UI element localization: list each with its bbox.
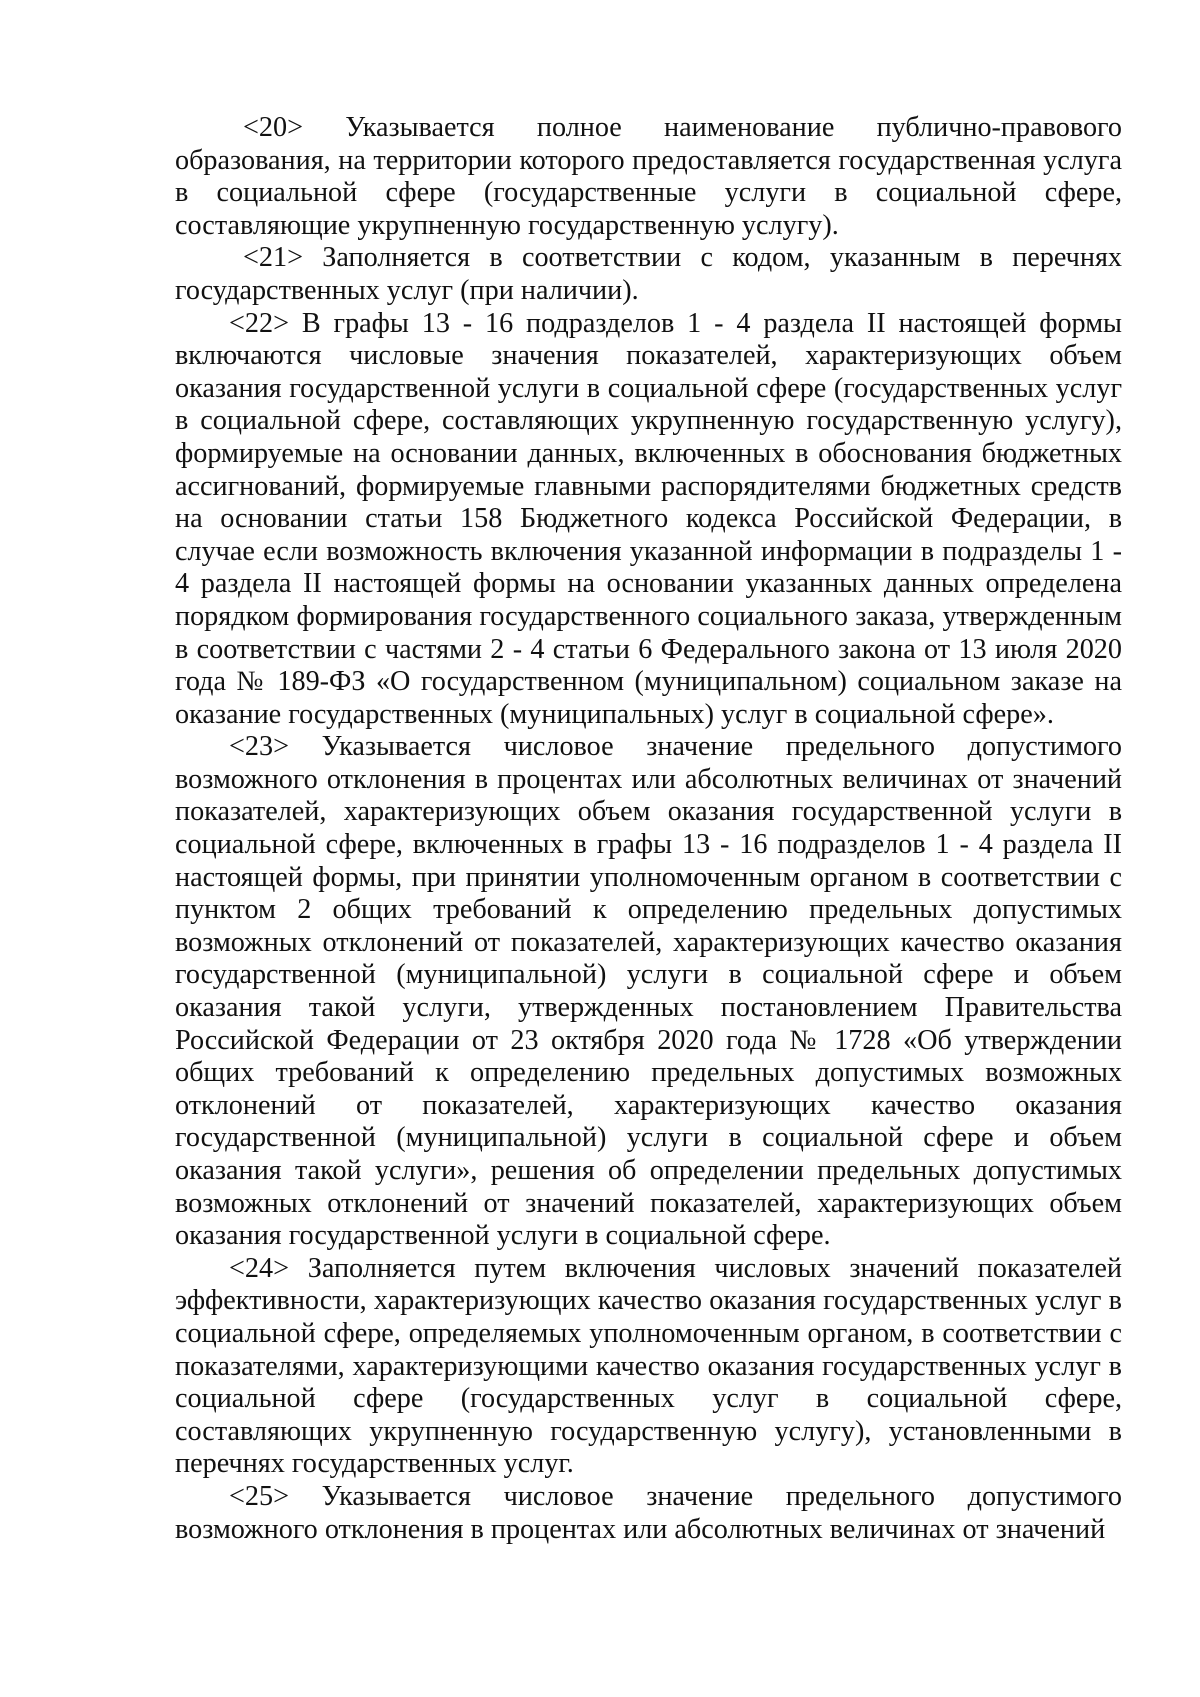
footnote-text: Указывается числовое значение предельного допустимого возможного отклонения в процентах или абсолютных величинах от значений показателей, характеризующих объем оказания государственной услуги в социальной сфере, включенных в графы 13 - 16 подразделов 1 - 4 раздела II настоящей формы, при принятии уполномоченным органом в соответствии с пунктом 2 общих требований к определению предельных допустимых возможных отклонений от показателей, характеризующих качество оказания государственной (муниципальной) услуги в социальной сфере и объем оказания такой услуги, утвержденных постановлением Правительства Российской Федерации от 23 октября 2020 года № 1728 «Об утверждении общих требований к определению предельных допустимых возможных отклонений от показателей, характеризующих качество оказания государственной (муниципальной) услуги в социальной сфере и объем оказания такой услуги», решения об определении предельных допустимых возможных отклонений от значений показателей, характеризующих объем оказания государственной услуги в социальной сфере.: [175, 731, 1123, 1252]
footnote-marker: <21>: [243, 242, 303, 274]
footnote-marker: <20>: [243, 112, 303, 143]
footnote-24: [175, 1253, 1122, 1481]
footnote-21: [175, 242, 1122, 307]
footnote-marker: <24>: [229, 1252, 289, 1284]
footnote-22: [175, 308, 1122, 732]
footnote-marker: <22>: [229, 307, 289, 339]
footnote-text: Указывается числовое значение предельного допустимого возможного отклонения в процентах или абсолютных величинах от значений: [175, 1480, 1123, 1545]
footnote-text: Заполняется путем включения числовых значений показателей эффективности, характеризующих качество оказания государственных услуг в социальной сфере, определяемых уполномоченным органом, в соответствии с показателями, характеризующими качество оказания государственных услуг в социальной сфере (государственных услуг в социальной сфере, составляющих укрупненную государственную услугу), установленными в перечнях государственных услуг.: [175, 1252, 1123, 1480]
footnote-20: [175, 112, 1122, 242]
footnote-text: Заполняется в соответствии с кодом, указанным в перечнях государственных услуг (при наличии).: [175, 242, 1123, 306]
footnote-text: Указывается полное наименование публично-правового образования, на территории которого предоставляется государственная услуга в социальной сфере (государственные услуги в социальной сфере, составляющие укрупненную государственную услугу).: [175, 112, 1122, 241]
footnote-marker: <23>: [229, 731, 289, 763]
footnote-text: В графы 13 - 16 подразделов 1 - 4 раздела II настоящей формы включаются числовые значения показателей, характеризующих объем оказания государственной услуги в социальной сфере (государственных услуг в социальной сфере, составляющих укрупненную государственную услугу), формируемые на основании данных, включенных в обоснования бюджетных ассигнований, формируемые главными распорядителями бюджетных средств на основании статьи 158 Бюджетного кодекса Российской Федерации, в случае если возможность включения указанной информации в подразделы 1 - 4 раздела II настоящей формы на основании указанных данных определена порядком формирования государственного социального заказа, утвержденным в соответствии с частями 2 - 4 статьи 6 Федерального закона от 13 июля 2020 года № 189-ФЗ «О государственном (муниципальном) социальном заказе на оказание государственных (муниципальных) услуг в социальной сфере».: [175, 307, 1123, 730]
footnote-23: [175, 731, 1122, 1253]
footnote-marker: <25>: [229, 1480, 289, 1512]
footnote-25: [175, 1481, 1122, 1546]
document-page: [175, 112, 1122, 1546]
